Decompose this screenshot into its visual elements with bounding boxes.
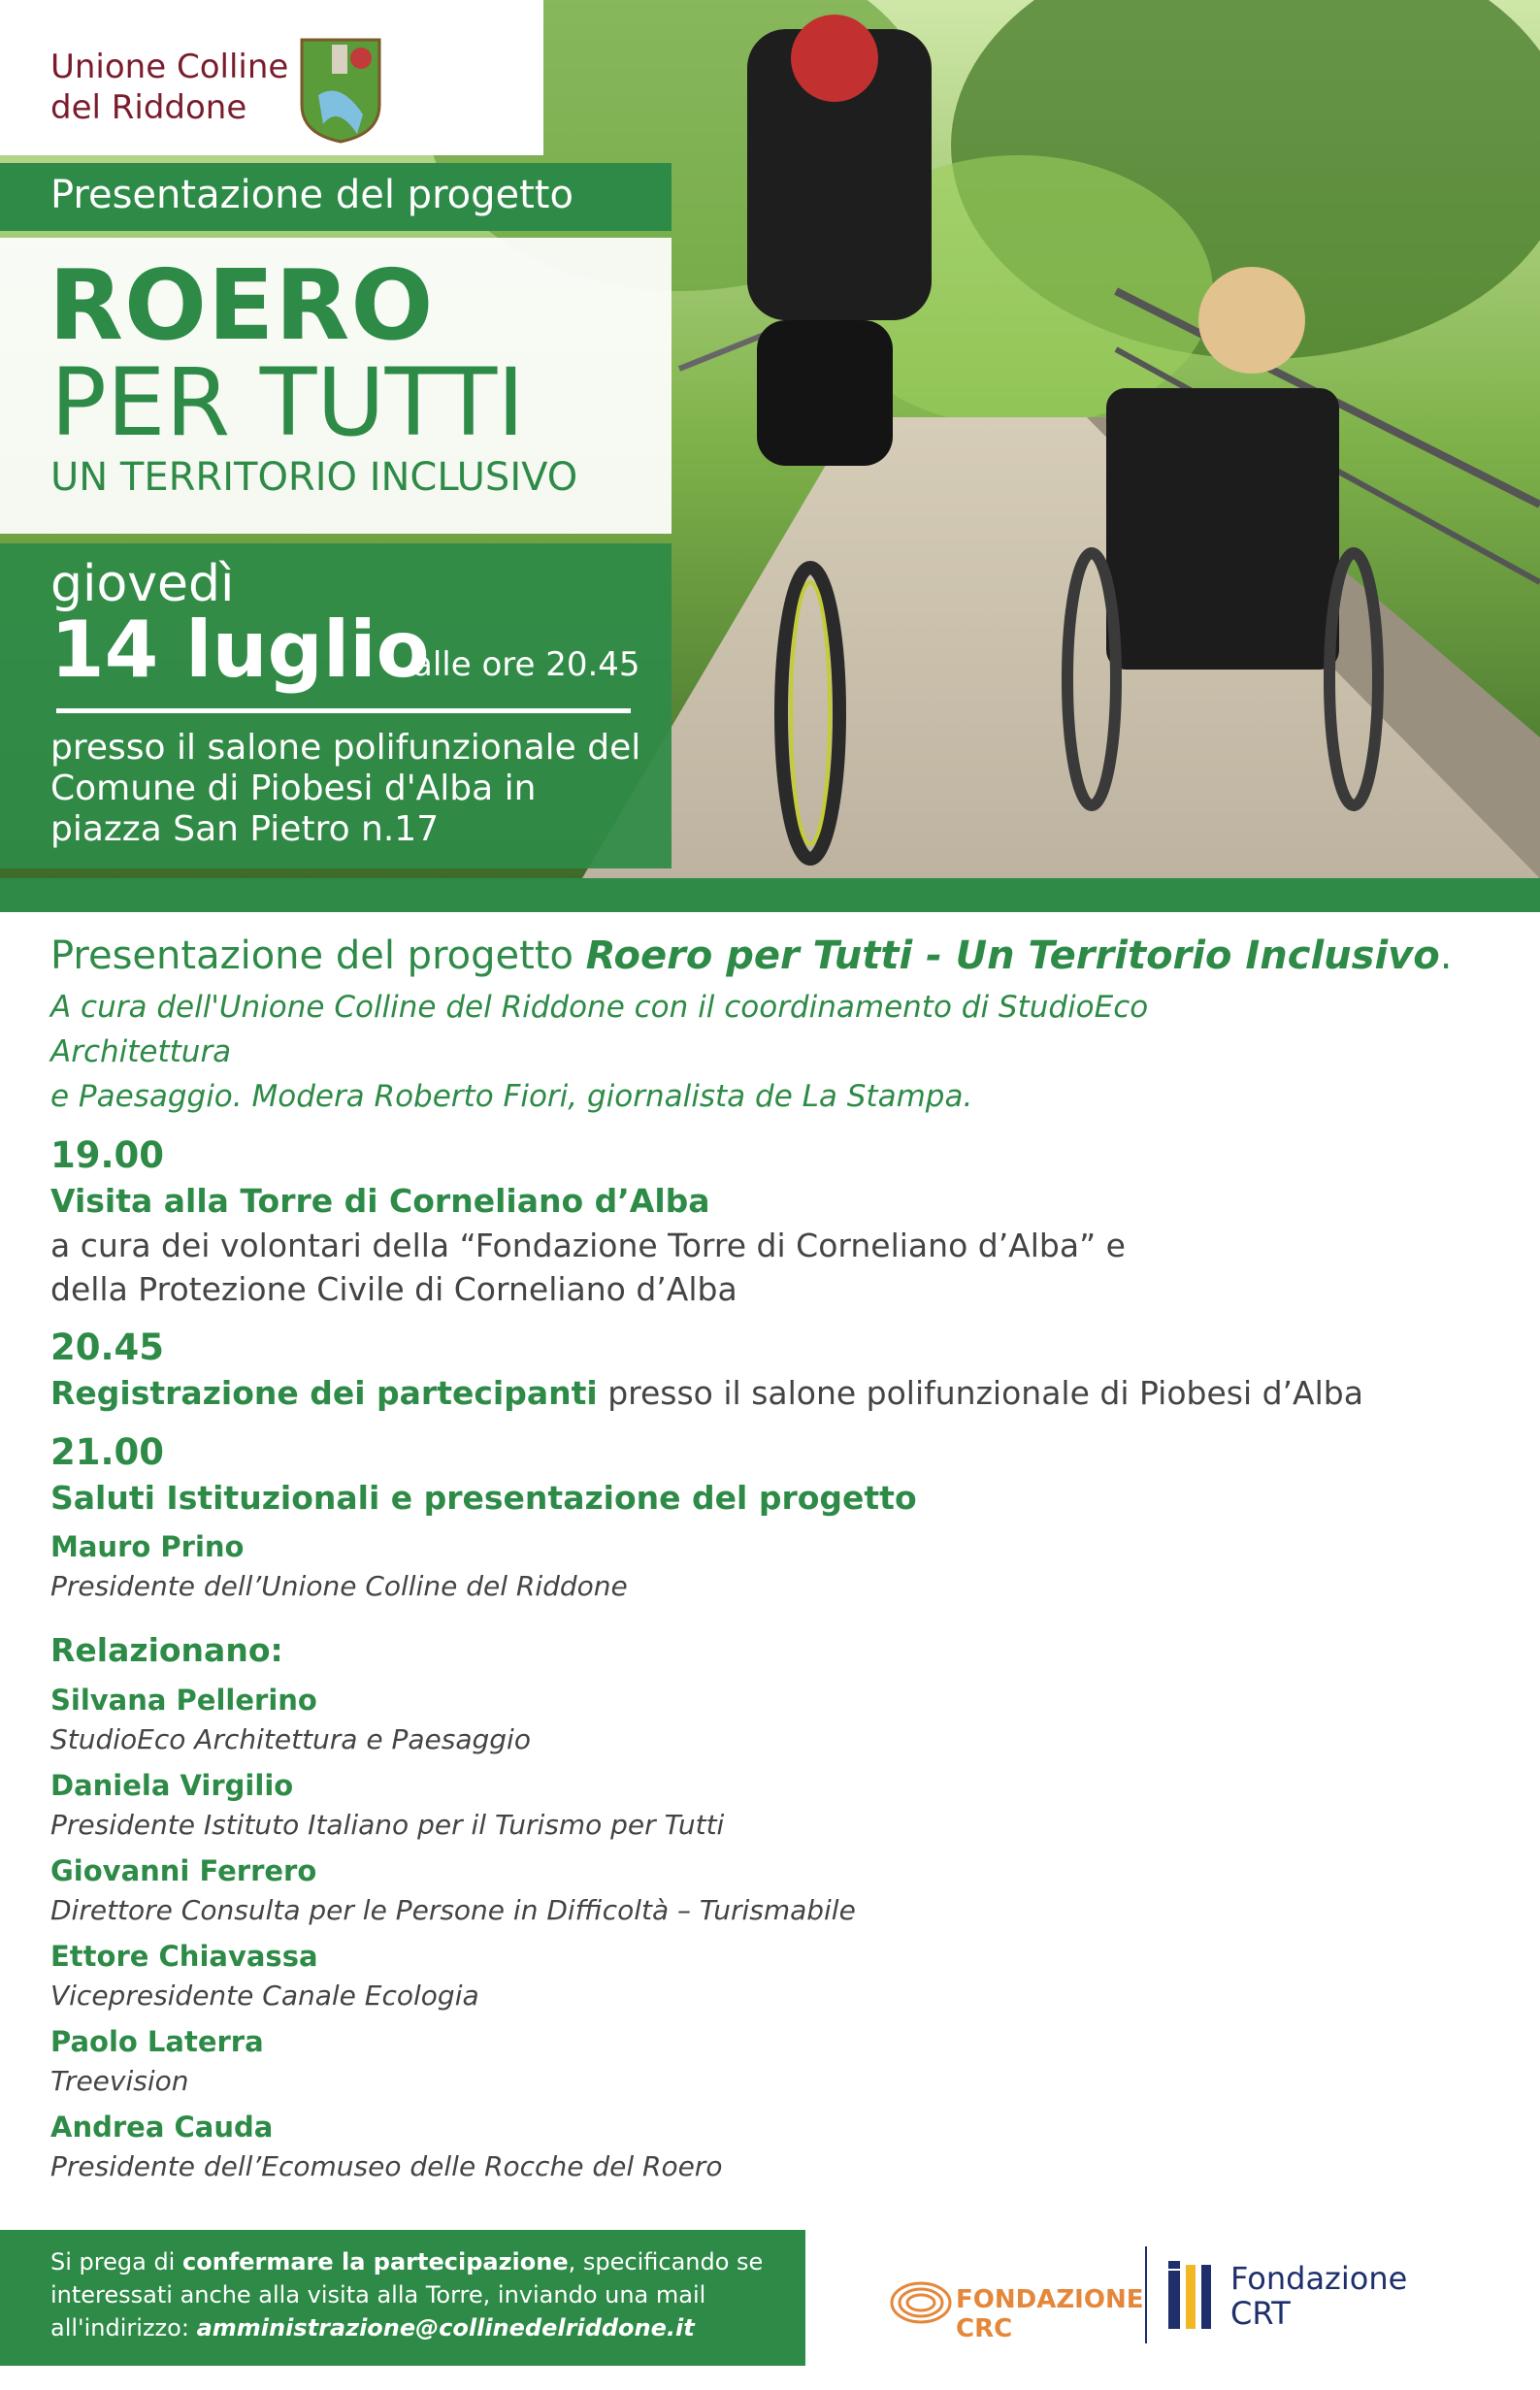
logo-area xyxy=(0,0,543,155)
title-subtitle: UN TERRITORIO INCLUSIVO xyxy=(50,455,578,500)
speaker-role: Presidente dell’Unione Colline del Riddone xyxy=(50,1570,628,1602)
intro-subtitle-line: e Paesaggio. Modera Roberto Fiori, giornalista de La Stampa. xyxy=(50,1079,973,1114)
program-description: presso il salone polifunzionale di Piobesi d’Alba xyxy=(597,1374,1363,1412)
speaker-role: Vicepresidente Canale Ecologia xyxy=(50,1980,479,2012)
crc-name: FONDAZIONE CRC xyxy=(956,2285,1144,2343)
speaker-name: Silvana Pellerino xyxy=(50,1684,317,1717)
hero-bottom-bar xyxy=(0,878,1540,912)
speaker-name: Andrea Cauda xyxy=(50,2111,274,2144)
sponsor-divider xyxy=(1145,2246,1147,2343)
speaker-item xyxy=(50,1680,1487,1759)
crt-name-line1: Fondazione xyxy=(1230,2260,1408,2297)
program-registration xyxy=(50,1371,1487,1416)
intro-heading xyxy=(50,927,1487,985)
crt-bars-icon xyxy=(1164,2261,1223,2329)
crc-rings-icon xyxy=(890,2274,952,2332)
presentation-band xyxy=(0,163,672,231)
date-block xyxy=(0,543,672,868)
title-per-tutti: PER TUTTI xyxy=(50,348,525,457)
speaker-name: Ettore Chiavassa xyxy=(50,1940,318,1973)
speaker-item xyxy=(50,2021,1487,2101)
rsvp-text-part: , specificando se interessati anche alla visita alla Torre, inviando una mail all'indirizzo: xyxy=(50,2248,764,2341)
crt-name xyxy=(1230,2261,1407,2331)
intro-subtitle xyxy=(50,985,1312,1119)
program-content xyxy=(50,927,1487,2186)
venue xyxy=(50,728,662,850)
venue-line: piazza San Pietro n.17 xyxy=(50,809,440,849)
org-name-line2: del Riddone xyxy=(50,88,247,127)
speaker-name: Daniela Virgilio xyxy=(50,1769,294,1802)
intro-heading-suffix: . xyxy=(1439,933,1453,978)
event-date: 14 luglio xyxy=(50,605,430,695)
fondazione-crt-logo xyxy=(1164,2261,1417,2339)
hero-banner xyxy=(0,0,1540,878)
speaker-item xyxy=(50,2107,1487,2186)
program-time: 21.00 xyxy=(50,1431,165,1473)
rsvp-email-link[interactable]: amministrazione@collinedelriddone.it xyxy=(196,2314,695,2341)
program-description: della Protezione Civile di Corneliano d’Alba xyxy=(50,1270,737,1308)
crt-name-line2: CRT xyxy=(1230,2295,1291,2332)
presentation-band-label: Presentazione del progetto xyxy=(50,173,573,217)
event-time: alle ore 20.45 xyxy=(412,645,640,684)
program-activity: Visita alla Torre di Corneliano d’Alba xyxy=(50,1182,710,1220)
rsvp-emphasis: confermare la partecipazione xyxy=(181,2248,569,2275)
org-name xyxy=(50,47,288,128)
speaker-name: Giovanni Ferrero xyxy=(50,1854,317,1887)
weekday: giovedì xyxy=(50,555,235,613)
speaker-role: Presidente Istituto Italiano per il Turismo per Tutti xyxy=(50,1809,725,1841)
fondazione-crc-logo xyxy=(890,2274,1144,2343)
intro-subtitle-line: A cura dell'Unione Colline del Riddone con il coordinamento di StudioEco Architettura xyxy=(50,990,1149,1069)
speaker-item xyxy=(50,1850,1487,1930)
rsvp-box xyxy=(0,2230,805,2366)
intro-heading-prefix: Presentazione del progetto xyxy=(50,933,586,978)
title-roero: ROERO xyxy=(49,248,435,362)
speaker-name: Mauro Prino xyxy=(50,1530,245,1563)
program-time: 20.45 xyxy=(50,1326,165,1368)
venue-line: Comune di Piobesi d'Alba in xyxy=(50,769,537,808)
org-name-line1: Unione Colline xyxy=(50,48,289,86)
speakers-heading: Relazionano: xyxy=(50,1631,283,1669)
speaker-item xyxy=(50,1936,1487,2015)
speaker-role: Treevision xyxy=(50,2065,189,2097)
program-activity: Saluti Istituzionali e presentazione del progetto xyxy=(50,1479,917,1517)
rsvp-text-part: Si prega di xyxy=(50,2248,182,2275)
program-time: 19.00 xyxy=(50,1134,165,1176)
coat-of-arms-icon xyxy=(299,37,382,144)
rsvp-text xyxy=(50,2245,788,2344)
date-divider xyxy=(56,708,631,713)
intro-project-name: Roero per Tutti - Un Territorio Inclusivo xyxy=(585,933,1440,978)
speaker-role: StudioEco Architettura e Paesaggio xyxy=(50,1723,531,1755)
speaker-role: Presidente dell’Ecomuseo delle Rocche del Roero xyxy=(50,2150,723,2182)
program-description: a cura dei volontari della “Fondazione Torre di Corneliano d’Alba” e xyxy=(50,1227,1126,1264)
title-block xyxy=(0,238,672,534)
speaker-role: Direttore Consulta per le Persone in Difficoltà – Turismabile xyxy=(50,1894,856,1926)
speaker-name: Paolo Laterra xyxy=(50,2025,264,2058)
venue-line: presso il salone polifunzionale del xyxy=(50,728,641,768)
program-activity: Registrazione dei partecipanti xyxy=(50,1374,598,1412)
speaker-item xyxy=(50,1765,1487,1845)
